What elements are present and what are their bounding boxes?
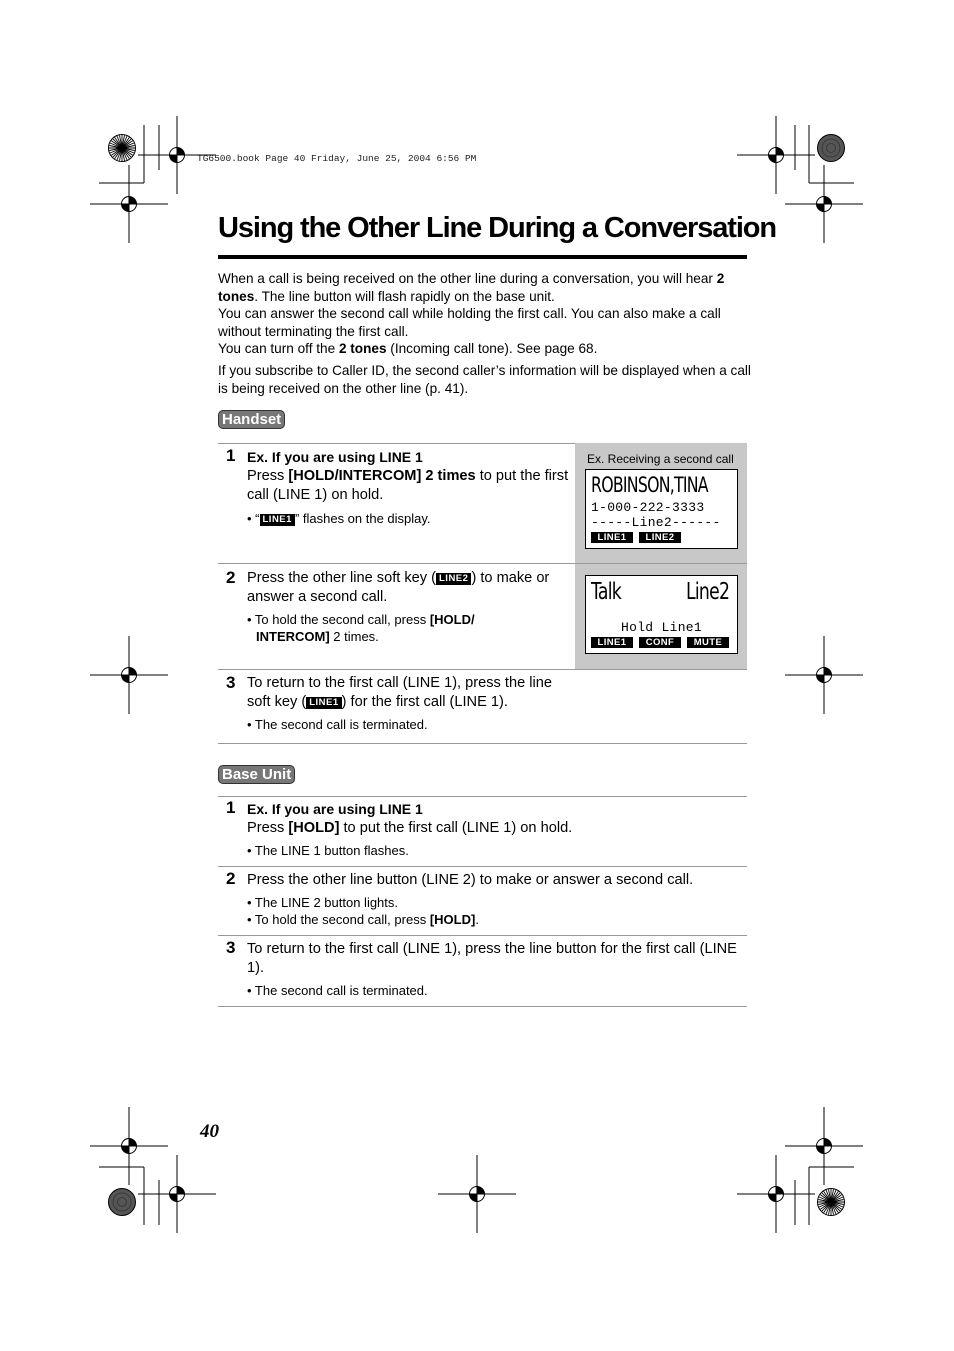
handset-step-1-number: 1 [226,446,236,465]
intro-paragraph-2: You can answer the second call while holding the first call. You can also make a call without terminating the first call. [218,306,721,339]
base-step-3 [247,940,742,999]
base-step-2-bullet-1: • The LINE 2 button lights. [247,895,399,910]
handset-rule-2 [218,669,747,670]
handset-step-2-bullet: • To hold the second call, press [HOLD/ INTERCOM] 2 times. [247,612,475,644]
handset-section-tag: Handset [218,410,285,429]
handset-step-1 [247,448,572,527]
line1-key-label: LINE1 [306,697,341,709]
base-top-rule [218,796,747,797]
handset-step-1-bullet: • “ LINE1 ” flashes on the display. [247,511,431,526]
soft-key-mute[interactable]: MUTE [687,637,729,648]
page-number: 40 [200,1121,219,1142]
intro-paragraph-4: If you subscribe to Caller ID, the second caller’s information will be displayed when a call is being received on the other line (p. 41). [218,362,751,396]
display-status-talk: Talk [591,579,622,605]
soft-key-conf[interactable]: CONF [639,637,681,648]
intro-paragraph-3: You can turn off the 2 tones (Incoming call tone). See page 68. [218,341,598,357]
base-step-2-number: 2 [226,869,236,888]
handset-step-2-text: Press the other line soft key ( LINE2 ) to make or answer a second call. [247,570,550,605]
incoming-line: -----Line2------ [591,515,721,530]
base-bottom-rule [218,1006,747,1007]
title-rule [218,255,747,259]
soft-key-line1[interactable]: LINE1 [591,637,633,648]
display-1-caption: Ex. Receiving a second call [587,452,734,466]
handset-step-1-text: Press [HOLD/INTERCOM] 2 times to put the first call (LINE 1) on hold. [247,468,569,503]
intro-text [218,270,758,397]
display-status-line: Line2 [686,579,730,605]
handset-step-2 [247,569,572,645]
file-info-header: TG6500.book Page 40 Friday, June 25, 2004 6:56 PM [197,153,477,164]
soft-key-line2[interactable]: LINE2 [639,532,681,543]
soft-key-line1[interactable]: LINE1 [591,532,633,543]
base-step-1-text: Press [HOLD] to put the first call (LINE 1) on hold. [247,820,573,836]
base-step-1-heading: Ex. If you are using LINE 1 [247,801,423,817]
line1-key-label: LINE1 [260,514,295,526]
page-title: Using the Other Line During a Conversation [218,212,777,244]
hold-line-text: Hold Line1 [621,620,703,635]
base-step-2-text: Press the other line button (LINE 2) to make or answer a second call. [247,872,694,888]
handset-step-2-number: 2 [226,568,236,587]
base-unit-section-tag: Base Unit [218,765,295,784]
base-step-3-bullet: • The second call is terminated. [247,983,428,998]
base-step-1 [247,800,742,859]
base-rule-1 [218,866,747,867]
caller-number: 1-000-222-3333 [591,500,705,515]
line2-key-label: LINE2 [436,573,471,585]
base-step-2 [247,871,747,928]
handset-step-3-bullet: • The second call is terminated. [247,717,428,732]
lcd-display-2 [585,575,738,654]
base-step-1-bullet: • The LINE 1 button flashes. [247,843,409,858]
base-step-1-number: 1 [226,798,236,817]
handset-step-3 [247,674,577,733]
intro-paragraph-1: When a call is being received on the other line during a conversation, you will hear 2 tones. The line button will flash rapidly on the base unit. [218,271,725,304]
handset-step-3-number: 3 [226,673,236,692]
base-step-3-number: 3 [226,938,236,957]
handset-step-1-heading: Ex. If you are using LINE 1 [247,449,423,465]
base-rule-2 [218,935,747,936]
caller-name: ROBINSON,TINA [591,473,708,497]
base-step-3-text: To return to the first call (LINE 1), press the line button for the first call (LINE 1). [247,941,737,976]
lcd-display-1 [585,469,738,549]
base-step-2-bullet-2: • To hold the second call, press [HOLD]. [247,912,479,927]
handset-rule-1 [218,563,747,564]
handset-bottom-rule [218,743,747,744]
handset-step-3-text: To return to the first call (LINE 1), press the line soft key ( LINE1 ) for the first call (LINE 1). [247,675,552,710]
